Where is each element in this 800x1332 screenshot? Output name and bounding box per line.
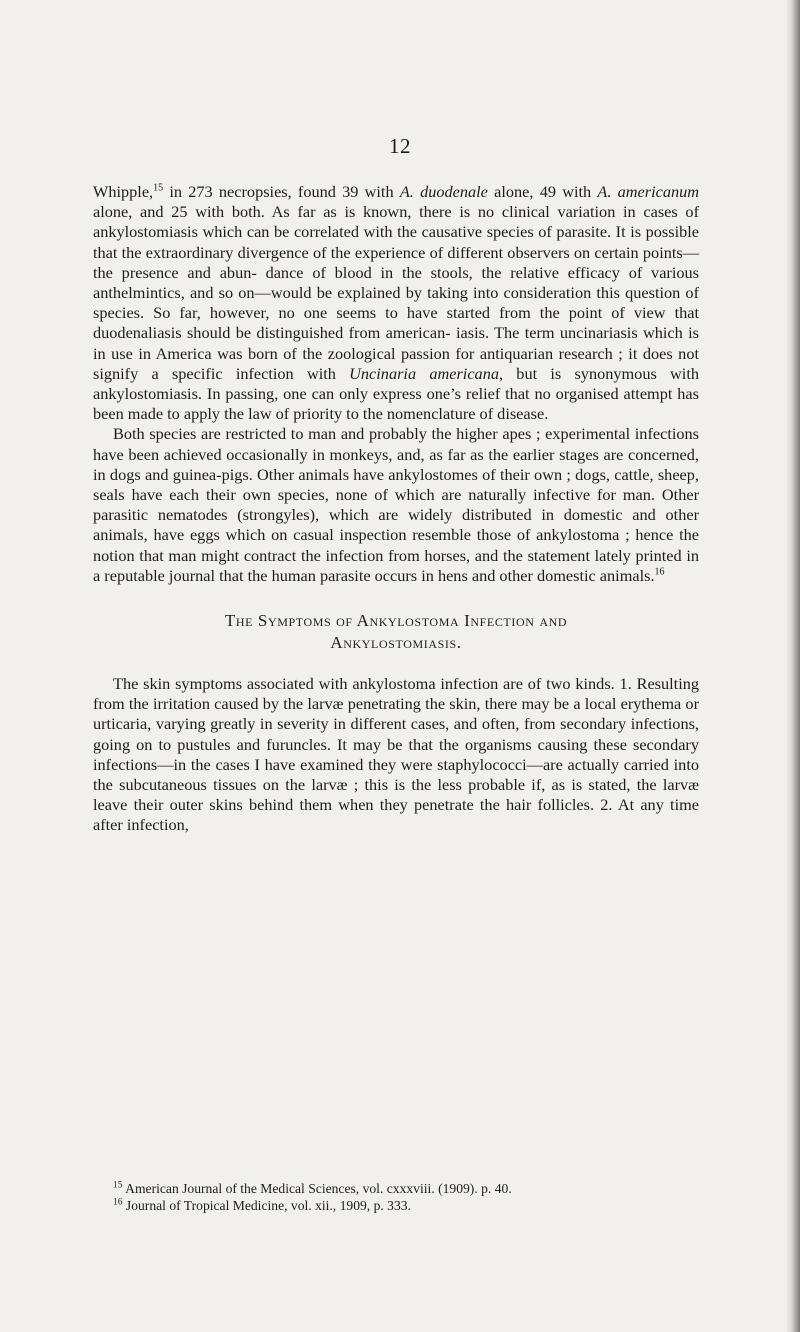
- paragraph-1: [93, 182, 699, 424]
- footnote-number: 16: [113, 1196, 123, 1207]
- paragraph-3: The skin symptoms associated with ankylostoma infection are of two kinds. 1. Resulting from the irritation caused by the larvæ penetrating the skin, there may be a local erythema or urticaria, varying greatly in severity in different cases, and often, from secondary infections, going on to pustules and furuncles. It may be that the organisms causing these secondary infections—in the cases I have examined they were staphylococci—are actually carried into the subcutaneous tissues on the larvæ ; this is the less probable if, as is stated, the larvæ leave their outer skins behind them when they penetrate the hair follicles. 2. At any time after infection,: [93, 674, 699, 835]
- section-heading: [93, 610, 699, 654]
- footnote-text: American Journal of the Medical Sciences, vol. cxxxviii. (1909). p. 40.: [125, 1181, 512, 1196]
- paragraph-2: [93, 424, 699, 586]
- text-run: alone, 49 with: [487, 182, 598, 201]
- footnote-number: 15: [113, 1180, 123, 1191]
- species-name: A. duodenale: [399, 182, 488, 201]
- text-run: in 273 necropsies, found 39 with: [163, 182, 400, 201]
- section-heading-line-2: Ankylostomiasis.: [330, 633, 462, 653]
- text-run: alone, and 25 with both. As far as is known, there is no clinical variation in cases of ankylostomiasis which can be correlated with the causative species of parasite. It is possible that the extraordinary divergence of the experience of different observers on certain points—the presence and abun- dance of blood in the stools, the relative efficacy of various anthelmintics, and so on—would be explained by taking into consideration this question of species. So far, however, no one seems to have started from the point of view that duodenaliasis should be distinguished from american- iasis. The term uncinariasis which is in use in America was born of the zoological passion for antiquarian research ; it does not signify a specific infection with: [93, 202, 699, 383]
- page-number: 12: [389, 134, 411, 158]
- footnote-16: [93, 1198, 699, 1215]
- footnotes: [93, 1181, 699, 1214]
- footnote-ref: 16: [654, 566, 665, 578]
- footnote-15: [93, 1181, 699, 1198]
- body-text: [93, 182, 699, 836]
- text-run: , but is synonymous with ankylostomiasis. In passing, one can only express one’s relief that no organised attempt has been made to apply the law of priority to the nomenclature of disease.: [93, 363, 699, 424]
- species-name: Uncinaria americana: [349, 363, 499, 383]
- footnote-ref: 15: [153, 182, 164, 194]
- footnote-text: Journal of Tropical Medicine, vol. xii., 1909, p. 333.: [125, 1197, 411, 1213]
- species-name: A. americanum: [597, 182, 700, 201]
- section-heading-line-1: The Symptoms of Ankylostoma Infection and: [224, 611, 568, 631]
- text-run: Both species are restricted to man and probably the higher apes ; experimental infections have been achieved occasionally in monkeys, and, as far as the earlier stages are concerned, in dogs and guinea-pigs. Other animals have ankylostomes of their own ; dogs, cattle, sheep, seals have each their own species, none of which are naturally infective for man. Other parasitic nematodes (strongyles), which are widely distributed in domestic and other animals, have eggs which on casual inspection resemble those of ankylostoma ; hence the notion that man might contract the infection from horses, and the statement lately printed in a reputable journal that the human parasite occurs in hens and other domestic animals.: [93, 424, 699, 585]
- page-edge-shadow: [786, 0, 800, 1332]
- text-run: Whipple,: [93, 182, 154, 201]
